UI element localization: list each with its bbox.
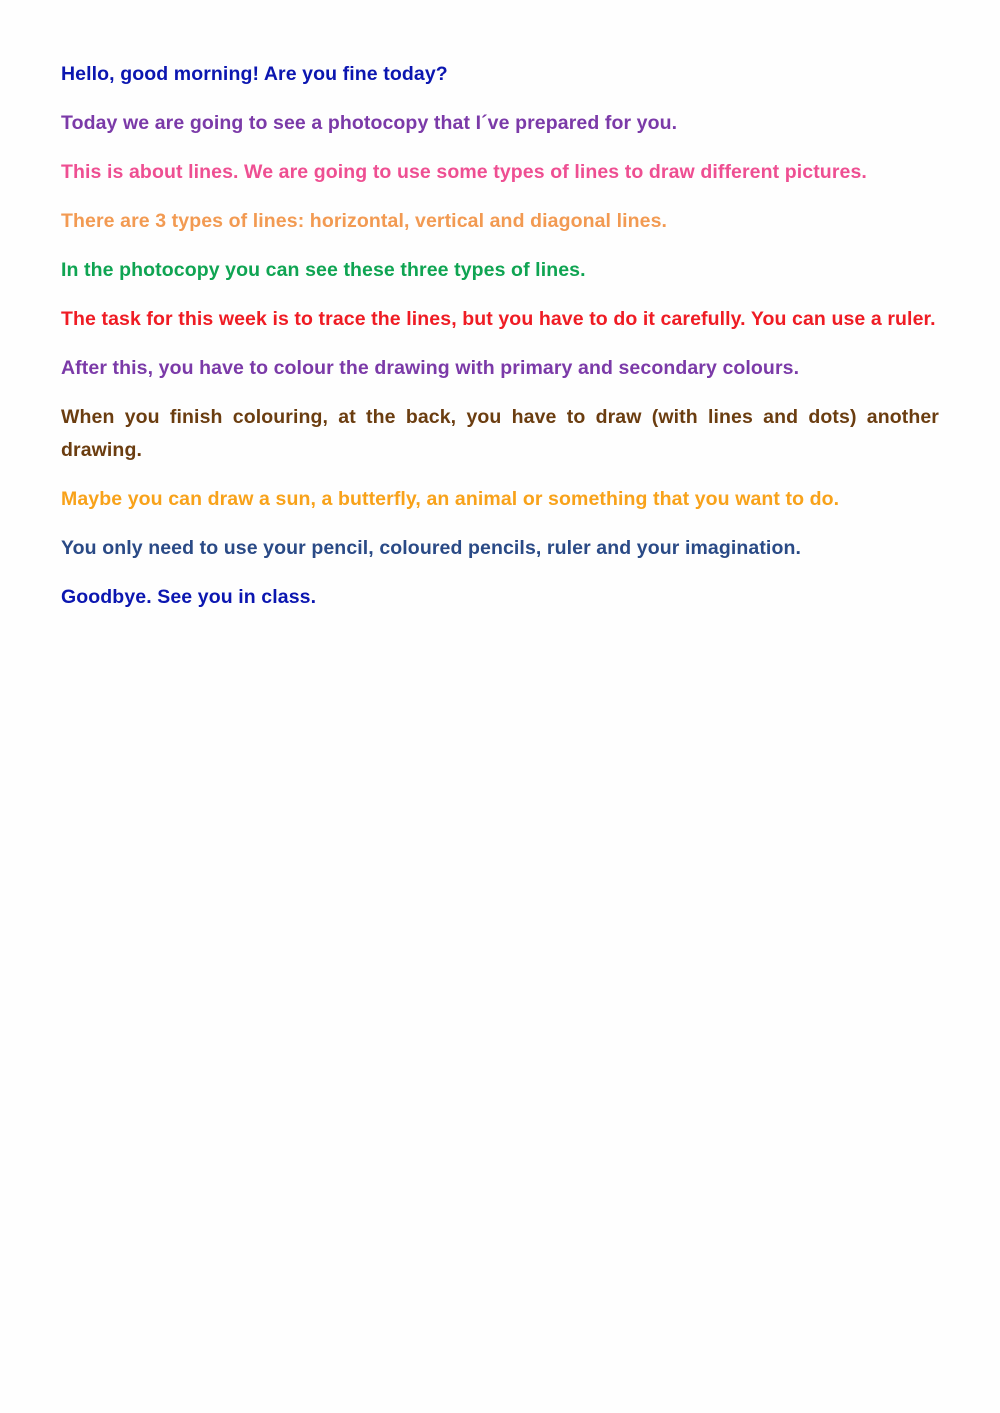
document-body — [61, 58, 939, 630]
paragraph-line-types: There are 3 types of lines: horizontal, vertical and diagonal lines. — [61, 210, 668, 232]
paragraph-about-lines: This is about lines. We are going to use some types of lines to draw different pictures. — [61, 161, 867, 183]
paragraph-photocopy-intro: Today we are going to see a photocopy that I´ve prepared for you. — [61, 112, 678, 134]
paragraph-materials: You only need to use your pencil, coloured pencils, ruler and your imagination. — [61, 537, 801, 559]
paragraph-goodbye: Goodbye. See you in class. — [61, 586, 317, 608]
paragraph-task: The task for this week is to trace the lines, but you have to do it carefully. You can use a ruler. — [61, 308, 936, 330]
paragraph-drawing-ideas: Maybe you can draw a sun, a butterfly, an animal or something that you want to do. — [61, 488, 840, 510]
paragraph-photocopy-lines: In the photocopy you can see these three types of lines. — [61, 259, 586, 281]
paragraph-greeting: Hello, good morning! Are you fine today? — [61, 63, 448, 85]
paragraph-colour-drawing: After this, you have to colour the drawing with primary and secondary colours. — [61, 357, 800, 379]
paragraph-draw-back: When you finish colouring, at the back, you have to draw (with lines and dots) another drawing. — [61, 406, 939, 461]
